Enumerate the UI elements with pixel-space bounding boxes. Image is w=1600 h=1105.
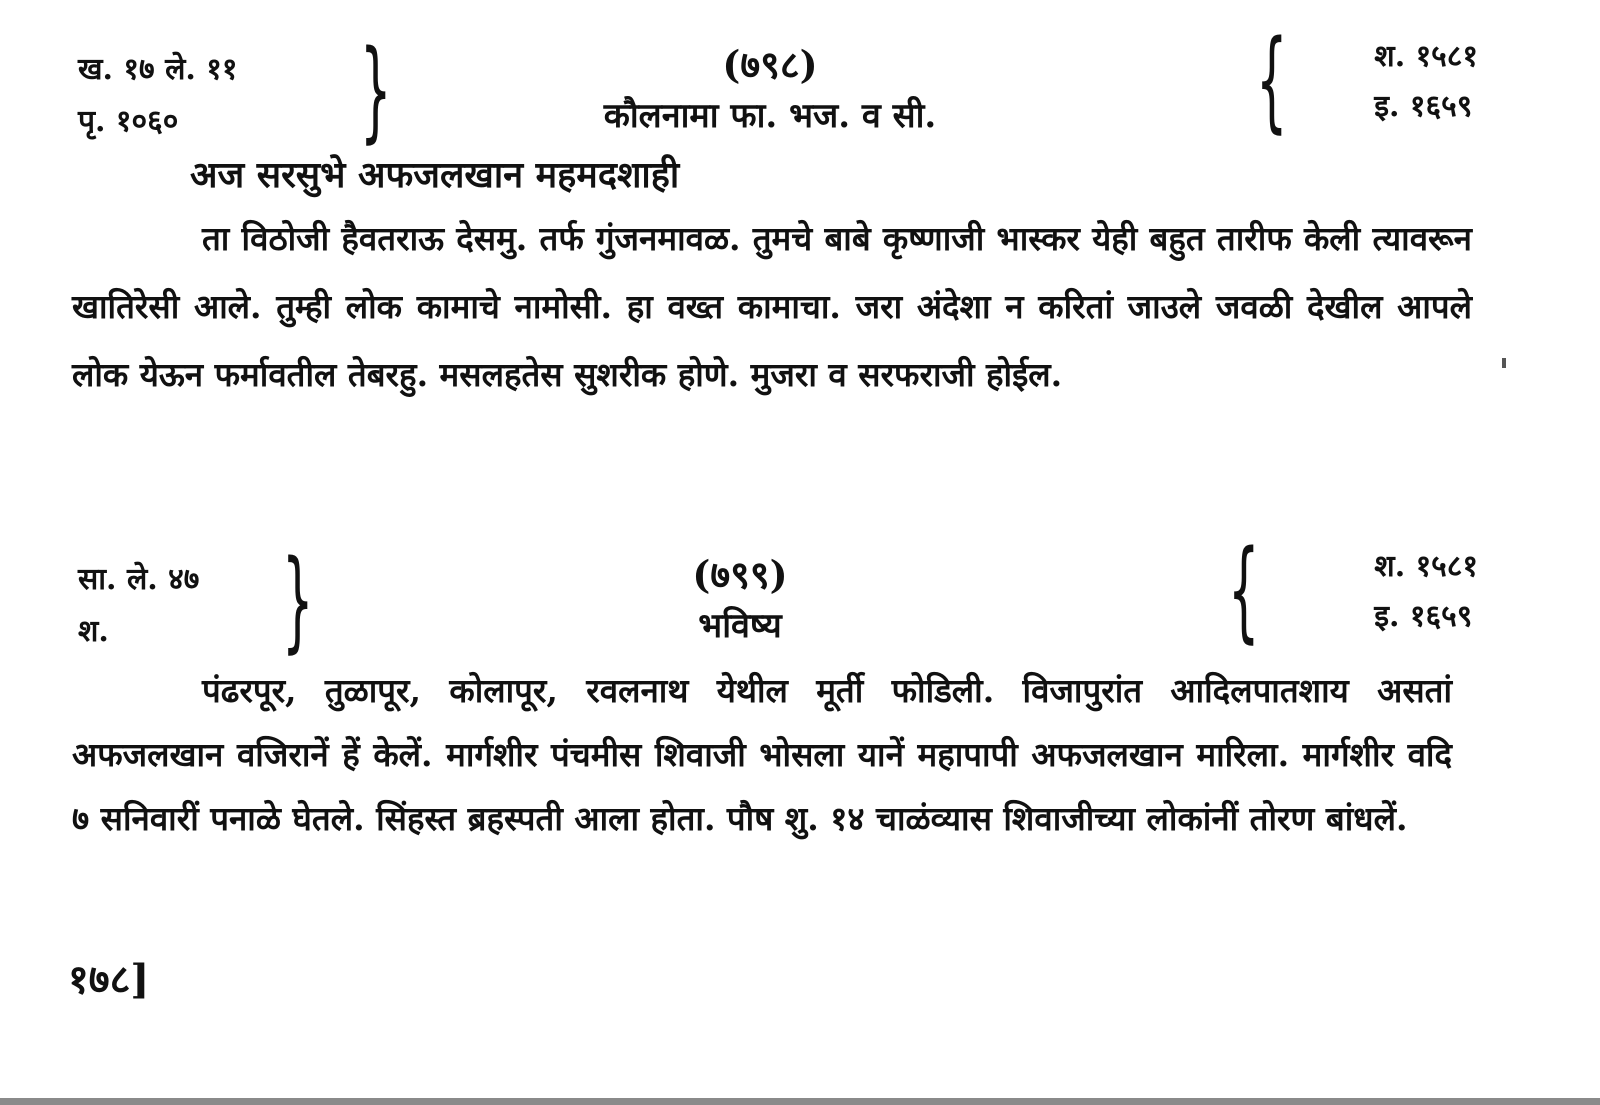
- left-brace: {: [1256, 16, 1288, 144]
- date-line: इ. १६५९: [1374, 89, 1473, 124]
- reference-line: सा. ले. ४७: [78, 562, 200, 597]
- page-number: १७८]: [68, 956, 150, 1003]
- reference-line: श.: [78, 614, 109, 649]
- document-number: (७९९): [692, 552, 788, 597]
- right-brace: }: [282, 536, 314, 664]
- date-line: इ. १६५९: [1374, 599, 1473, 634]
- right-brace: }: [360, 26, 392, 154]
- document-title: कौलनामा फा. भज. व सी.: [603, 96, 937, 136]
- scan-speck: [1502, 358, 1506, 368]
- date-block: [1374, 32, 1478, 132]
- document-title: भविष्य: [698, 606, 782, 646]
- letter-798: [60, 16, 1500, 442]
- salutation: अज सरसुभे अफजलखान महमदशाही: [190, 154, 680, 196]
- letter-header: [60, 16, 1500, 154]
- reference-line: ख. १७ ले. ११: [78, 52, 238, 87]
- date-block: [1374, 542, 1478, 642]
- reference-line: पृ. १०६०: [78, 104, 179, 139]
- letter-body: ता विठोजी हैवतराऊ देसमु. तर्फ गुंजनमावळ. तुमचे बाबे कृष्णाजी भास्कर येही बहुत तारीफ केली त्यावरून खातिरेसी आले. तुम्ही लोक कामाचे नामोसी. हा वख्त कामाचा. जरा अंदेशा न करितां जाउले जवळी देखील आपले लोक येऊन फर्मावतील तेबरहु. मसलहतेस सुशरीक होणे. मुजरा व सरफराजी होईल.: [72, 219, 1472, 394]
- letter-799: [60, 526, 1500, 884]
- letter-header: [60, 526, 1500, 664]
- date-line: श. १५८१: [1374, 39, 1478, 74]
- document-number: (७९८): [722, 42, 818, 87]
- letter-body: पंढरपूर, तुळापूर, कोलापूर, रवलनाथ येथील मूर्ती फोडिली. विजापुरांत आदिलपातशाय असतां अफजलखान वजिरानें हें केलें. मार्गशीर पंचमीस शिवाजी भोसला यानें महापापी अफजलखान मारिला. मार्गशीर वदि ७ सनिवारीं पनाळे घेतले. सिंहस्त ब्रहस्पती आला होता. पौष शु. १४ चाळंव्यास शिवाजीच्या लोकांनीं तोरण बांधलें.: [72, 671, 1452, 838]
- date-line: श. १५८१: [1374, 549, 1478, 584]
- bottom-border: [0, 1098, 1600, 1105]
- left-brace: {: [1228, 526, 1260, 654]
